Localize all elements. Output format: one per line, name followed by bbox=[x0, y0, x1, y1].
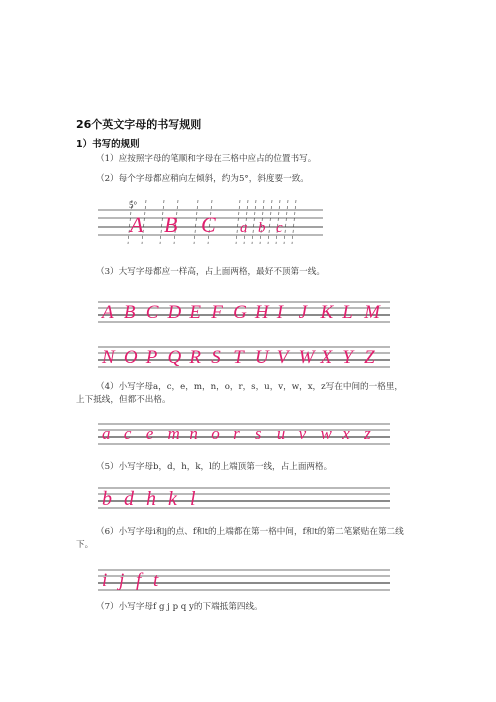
slant-guide bbox=[194, 200, 198, 244]
lowercase-tall-row bbox=[98, 484, 390, 514]
demo-lower-c: c bbox=[276, 220, 283, 236]
letter-s: s bbox=[254, 424, 262, 443]
letter-r: r bbox=[233, 424, 240, 443]
letter-v: v bbox=[298, 424, 307, 443]
letter-x: x bbox=[342, 424, 350, 443]
demo-capital-b: B bbox=[164, 212, 178, 237]
rule-6: （6）小写字母i和j的点、f和t的上端都在第一格中间，f和t的第二笔紧贴在第二线下。 bbox=[76, 527, 404, 550]
letter-A: A bbox=[102, 302, 114, 323]
demo-capital-c: C bbox=[201, 212, 216, 237]
letter-Y: Y bbox=[342, 347, 353, 368]
slant-demo-figure bbox=[98, 196, 328, 248]
rule-5: （5）小写字母b，d，h，k，l的上端顶第一线，占上面两格。 bbox=[96, 462, 333, 472]
letter-w: w bbox=[320, 424, 332, 443]
section-heading: 1）书写的规则 bbox=[76, 139, 140, 150]
letter-i: i bbox=[102, 570, 108, 591]
letter-a: a bbox=[102, 424, 111, 443]
letter-C: C bbox=[145, 302, 159, 323]
letter-h: h bbox=[146, 488, 156, 510]
letter-I: I bbox=[276, 302, 284, 323]
letter-H: H bbox=[254, 302, 269, 323]
rule-7: （7）小写字母f g j p q y的下端抵第四线。 bbox=[96, 602, 263, 612]
page-title: 26个英文字母的书写规则 bbox=[76, 118, 202, 131]
letter-W: W bbox=[298, 347, 315, 368]
letter-d: d bbox=[124, 488, 134, 510]
letter-j: j bbox=[119, 570, 125, 591]
letter-Z: Z bbox=[364, 347, 375, 368]
letter-K: K bbox=[320, 302, 334, 323]
letter-E: E bbox=[189, 302, 201, 323]
uppercase-row-2 bbox=[98, 343, 390, 373]
letter-l: l bbox=[190, 488, 196, 510]
letter-n: n bbox=[189, 424, 198, 443]
letter-G: G bbox=[233, 302, 247, 323]
rule-4: （4）小写字母a，c，e，m，n，o，r，s，u，v，w，x，z写在中间的一格里，上下抵线，但都不出格。 bbox=[76, 382, 404, 405]
letter-z: z bbox=[364, 424, 371, 443]
letter-O: O bbox=[123, 347, 138, 368]
letter-R: R bbox=[189, 347, 201, 368]
letter-t: t bbox=[153, 570, 159, 591]
letter-u: u bbox=[276, 424, 286, 443]
letter-J: J bbox=[298, 302, 308, 323]
letter-k: k bbox=[168, 488, 177, 510]
letter-L: L bbox=[342, 302, 353, 323]
letter-Q: Q bbox=[167, 347, 182, 368]
letter-P: P bbox=[145, 347, 158, 368]
letter-U: U bbox=[254, 347, 269, 368]
letter-m: m bbox=[167, 424, 180, 443]
letter-b: b bbox=[102, 488, 112, 510]
uppercase-row-1 bbox=[98, 298, 390, 328]
letter-B: B bbox=[123, 302, 136, 323]
slant-guide bbox=[252, 200, 256, 244]
letter-c: c bbox=[123, 424, 132, 443]
letter-V: V bbox=[276, 347, 289, 368]
letter-T: T bbox=[233, 347, 244, 368]
letter-M: M bbox=[364, 302, 380, 323]
letter-D: D bbox=[167, 302, 182, 323]
lowercase-middle-row bbox=[98, 420, 390, 450]
letter-S: S bbox=[211, 347, 221, 368]
slant-guide bbox=[268, 200, 272, 244]
lowercase-dotted-row bbox=[98, 566, 390, 596]
letter-o: o bbox=[211, 424, 220, 443]
rule-3: （3）大写字母都应一样高，占上面两格，最好不顶第一线。 bbox=[96, 267, 325, 277]
slant-guide bbox=[292, 200, 296, 244]
letter-e: e bbox=[145, 424, 154, 443]
angle-label: 5° bbox=[129, 200, 138, 210]
letter-N: N bbox=[102, 347, 115, 368]
slant-demo-svg bbox=[98, 196, 328, 248]
rule-2: （2）每个字母都应稍向左倾斜，约为5°，斜度要一致。 bbox=[96, 174, 309, 184]
demo-capital-a: A bbox=[130, 212, 144, 237]
letter-F: F bbox=[211, 302, 223, 323]
demo-lower-a: a bbox=[240, 220, 248, 236]
letter-f: f bbox=[136, 570, 142, 591]
slant-guide bbox=[284, 200, 288, 244]
demo-lower-b: b bbox=[258, 220, 266, 236]
letter-X: X bbox=[320, 347, 333, 368]
rule-1: （1）应按照字母的笔顺和字母在三格中应占的位置书写。 bbox=[96, 154, 317, 164]
